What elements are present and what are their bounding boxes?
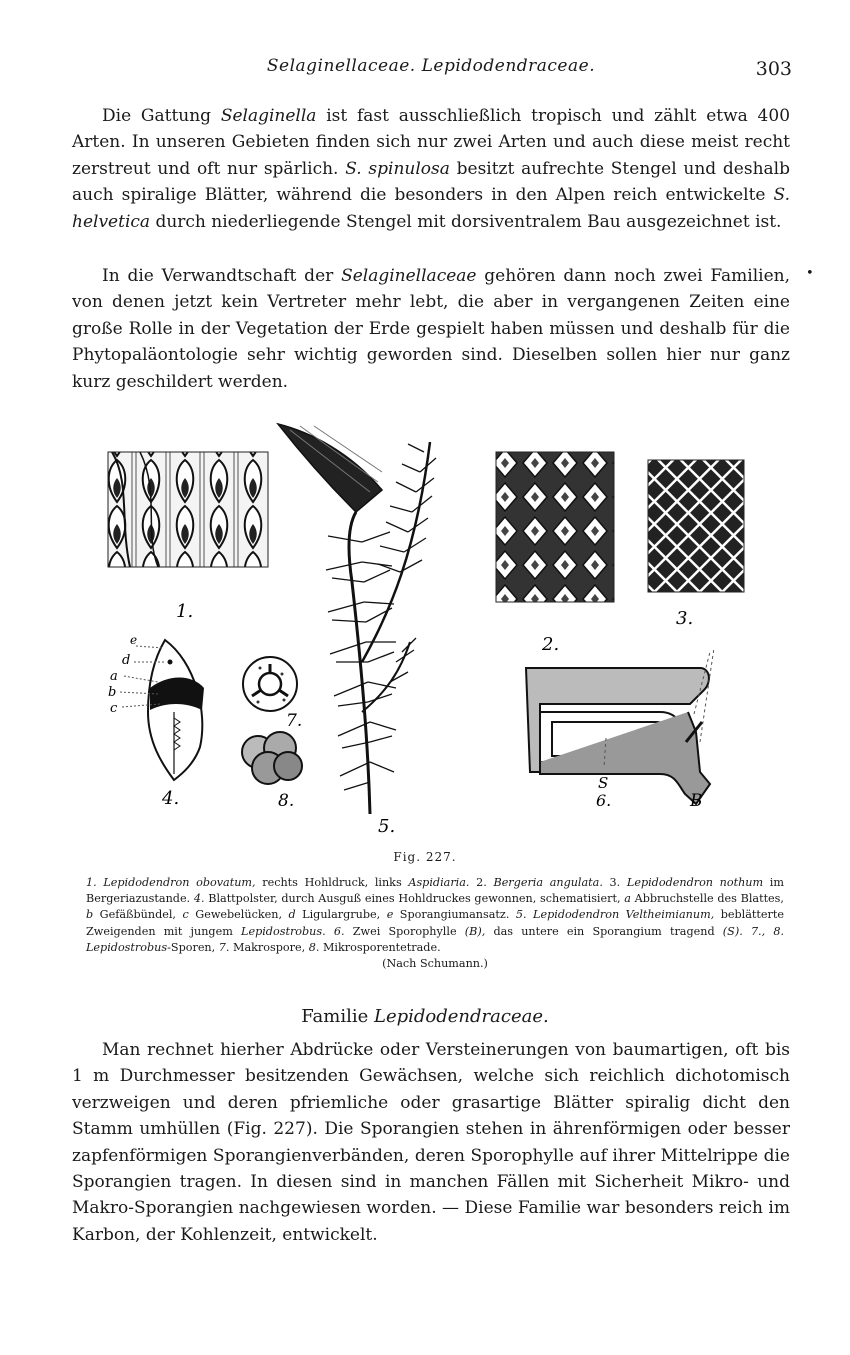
fig4-label-b: b bbox=[108, 685, 117, 700]
paragraph-relatives: In die Verwandtschaft der Selaginellaceae gehören dann noch zwei Familien, von denen jetzt kein Vertreter mehr lebt, die aber in vergangenen Zeiten eine große Rolle in der Vegetation der Erde gespielt haben müssen und deshalb für die Phytopaläontologie sehr wichtig geworden sind. Dieselben sollen hier nur ganz kurz geschildert werden. bbox=[72, 266, 791, 392]
page-header bbox=[70, 56, 792, 82]
fig-label-5: 5. bbox=[378, 816, 396, 837]
fig4-label-a: a bbox=[110, 669, 118, 684]
fig1-bark bbox=[108, 452, 268, 567]
fig2-bergeria-bark bbox=[496, 452, 614, 602]
family-name: Lepidodendraceae. bbox=[374, 1006, 549, 1027]
fig6-label-S: S bbox=[598, 774, 609, 792]
fig-label-6: 6. bbox=[596, 791, 612, 810]
taxon-name: S. helvetica bbox=[72, 185, 790, 232]
fig-label-3: 3. bbox=[676, 608, 694, 629]
fig4-label-c: c bbox=[110, 701, 118, 716]
taxon-name: S. spinulosa bbox=[345, 158, 450, 179]
fig-label-2: 2. bbox=[542, 634, 560, 655]
fig-label-1: 1. bbox=[176, 601, 194, 622]
margin-dot: • bbox=[806, 266, 814, 281]
fig-label-4: 4. bbox=[162, 788, 180, 809]
figure-227 bbox=[100, 412, 760, 842]
fig3-nothum-bark bbox=[648, 460, 744, 592]
fig5-branch-with-cone bbox=[278, 424, 436, 814]
page-number: 303 bbox=[755, 58, 792, 80]
paragraph-selaginella: Die Gattung Selaginella ist fast ausschließlich tropisch und zählt etwa 400 Arten. In unseren Gebieten finden sich nur zwei Arten und auch diese meist recht zerstreut und oft nur spärlich. S. spinulosa besitzt aufrechte Stengel und deshalb auch spiralige Blätter, während die besonders in den Alpen reich entwickelte S. helvetica durch niederliegende Stengel mit dorsiventralem Bau ausgezeichnet ist. bbox=[72, 106, 791, 232]
fig6-sporophylls bbox=[526, 648, 714, 804]
fig4-leaf-cushion bbox=[120, 640, 204, 780]
fig7-macrospore bbox=[243, 657, 297, 711]
figure-caption: 1. Lepidodendron obovatum, rechts Hohldruck, links Aspidiaria. 2. Bergeria angulata. 3. Lepidodendron nothum im Bergeriazustande. 4. Blattpolster, durch Ausguß eines Hohldruckes gewonnen, schematisiert, a Abbruchstelle des Blattes, b Gefäßbündel, c Gewebelücken, d Ligulargrube, e Sporangiumansatz. 5. Lepidodendron Veltheimianum, beblätterte Zweigenden mit jungem Lepidostrobus. 6. Zwei Sporophylle (B), das untere ein Sporangium tragend (S). 7., 8. Lepidostrobus-Sporen, 7. Makrospore, 8. Mikrosporentetrade. (Nach Schumann.) bbox=[86, 875, 784, 972]
figure-drawing bbox=[100, 412, 760, 842]
taxon-name: Selaginellaceae bbox=[341, 266, 477, 286]
fig6-label-B: B bbox=[690, 791, 703, 811]
running-title: Selaginellaceae. Lepidodendraceae. bbox=[266, 56, 596, 76]
figure-number: Fig. 227. bbox=[393, 850, 457, 864]
fig4-label-e: e bbox=[130, 633, 138, 647]
section-heading: Familie Lepidodendraceae. bbox=[301, 1006, 549, 1027]
fig-label-7: 7. bbox=[286, 711, 303, 731]
fig4-label-d: d bbox=[122, 653, 131, 668]
fig8-microspore-tetrad bbox=[242, 732, 302, 784]
paragraph-lepidodendraceae: Man rechnet hierher Abdrücke oder Versteinerungen von baumartigen, oft bis 1 m Durchmesser besitzenden Gewächsen, welche sich reichlich dichotomisch verzweigen und deren pfriemliche oder grasartige Blätter spiralig dicht den Stamm umhüllen (Fig. 227). Die Sporangien stehen in ährenförmigen oder besser zapfenförmigen Sporangienverbänden, deren Sporophylle auf ihrer Mittelrippe die Sporangien tragen. In diesen sind in manchen Fällen mit Sicherheit Mikro- und Makro-Sporangien nachgewiesen worden. — Diese Familie war besonders reich im Karbon, der Kohlenzeit, entwickelt. bbox=[72, 1040, 790, 1245]
taxon-name: Selaginella bbox=[220, 106, 317, 126]
caption-credit: (Nach Schumann.) bbox=[382, 957, 488, 971]
fig-label-8: 8. bbox=[278, 791, 295, 811]
